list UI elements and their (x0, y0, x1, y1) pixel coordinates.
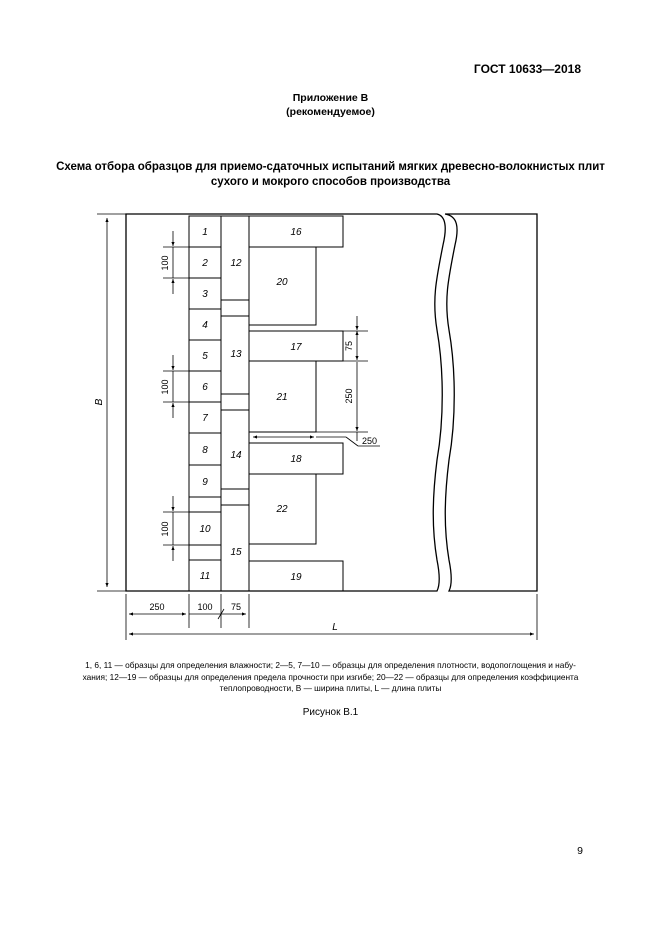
dimension-label: 75 (344, 340, 354, 352)
caption-line-1: 1, 6, 11 — образцы для определения влажности; 2—5, 7—10 — образцы для определения плотности, водопоглощения и набу- (85, 660, 576, 670)
annex-title: Приложение В (292, 92, 369, 104)
sample-label: 21 (276, 392, 288, 403)
sample-label: 1 (202, 227, 208, 238)
sample-label: 12 (230, 258, 242, 269)
sample-label: 14 (230, 450, 242, 461)
dimension-250-horizontal (253, 437, 380, 446)
sample-label: 19 (290, 572, 302, 583)
annex-heading (0, 91, 661, 119)
dimension-label: 250 (149, 602, 165, 612)
sample-label: 16 (290, 227, 302, 238)
sample-label: 18 (290, 454, 302, 465)
caption-line-2: хания; 12—19 — образцы для определения предела прочности при изгибе; 20—22 — образцы для определения коэффициента (82, 671, 579, 682)
dimension-label: 250 (344, 388, 354, 404)
dimension-75-250-vertical (316, 316, 368, 441)
sample-label: 10 (199, 524, 211, 535)
length-label: L (332, 622, 338, 633)
dimension-label: 100 (160, 255, 170, 271)
figure-label: Рисунок В.1 (302, 707, 359, 718)
sample-label: 3 (202, 289, 208, 300)
sample-label: 17 (290, 342, 302, 353)
dimension-100-vertical (163, 231, 189, 561)
dimension-bottom (126, 594, 537, 640)
sample-label: 4 (202, 320, 208, 331)
dimension-label: 250 (362, 436, 378, 446)
sample-label: 6 (202, 382, 208, 393)
sample-label: 20 (276, 277, 288, 288)
sample-label: 5 (202, 351, 208, 362)
sample-label: 13 (230, 349, 242, 360)
dimension-label: 100 (160, 521, 170, 537)
scheme-title (40, 160, 621, 190)
dimension-label: 100 (160, 379, 170, 395)
sample-label: 7 (202, 413, 208, 424)
page-number: 9 (577, 845, 583, 857)
scheme-title-line-2: сухого и мокрого способов производства (210, 176, 451, 188)
sample-label: 9 (202, 477, 208, 488)
width-label: B (94, 398, 105, 406)
sample-label: 11 (199, 571, 211, 582)
document-code: ГОСТ 10633—2018 (473, 62, 581, 76)
sample-label: 22 (276, 504, 288, 515)
annex-subtitle: (рекомендуемое) (286, 106, 375, 118)
sample-label: 8 (202, 445, 208, 456)
sample-column-12-15 (221, 216, 249, 591)
dimension-label: 100 (197, 602, 213, 612)
scheme-title-line-1: Схема отбора образцов для приемо-сдаточных испытаний мягких древесно-волокнистых плит (56, 161, 605, 173)
figure-caption (40, 660, 621, 695)
sample-label: 2 (202, 258, 208, 269)
caption-line-3: теплопроводности, B — ширина плиты, L — длина плиты (219, 683, 442, 693)
sampling-scheme-drawing (0, 200, 661, 650)
dimension-label: 75 (230, 602, 242, 612)
board-outline (126, 214, 537, 591)
sample-label: 15 (230, 547, 242, 558)
sample-blocks-16-22 (249, 216, 343, 591)
